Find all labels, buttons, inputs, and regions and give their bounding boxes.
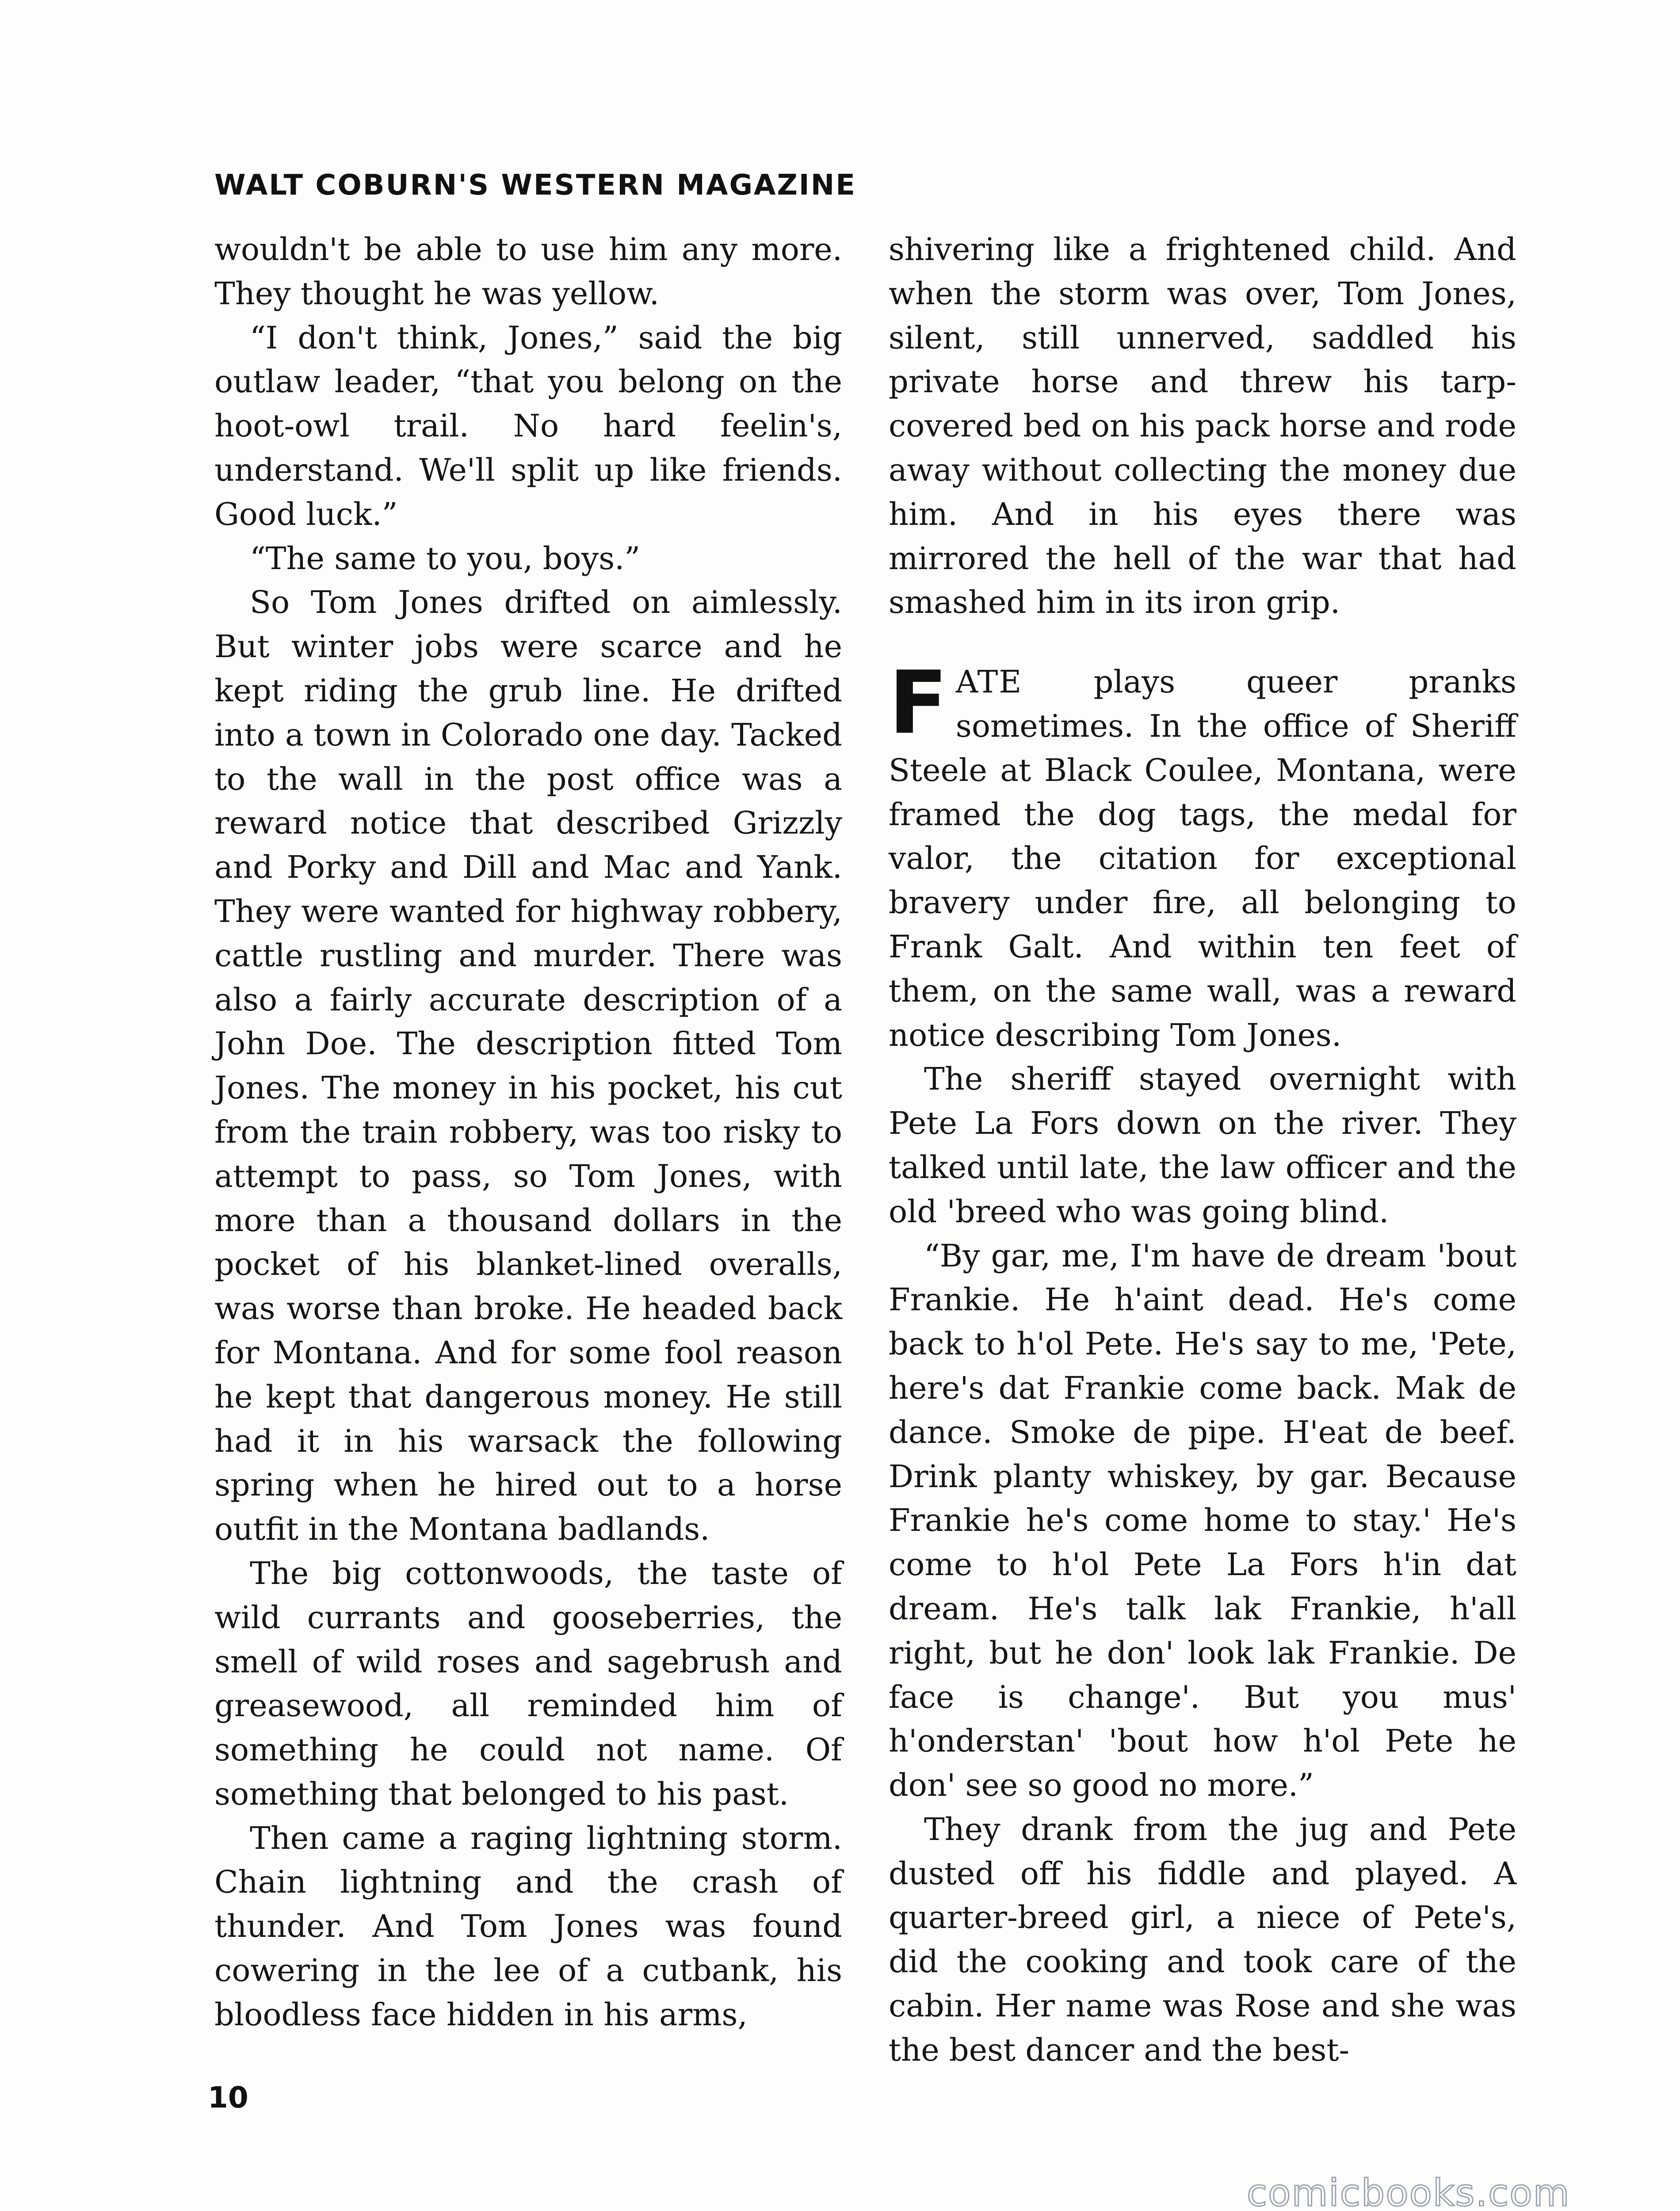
- paragraph: “By gar, me, I'm have de dream 'bout Frankie. He h'aint dead. He's come back to h'ol Pete. He's say to me, 'Pete, here's dat Frankie come back. Mak de dance. Smoke de pipe. H'eat de beef. Drink planty whiskey, by gar. Because Frankie he's come home to stay.' He's come to h'ol Pete La Fors h'in dat dream. He's talk lak Frankie, h'all right, but he don' look lak Frankie. De face is change'. But you mus' h'onderstan' 'bout how h'ol Pete he don' see so good no more.”: [889, 1237, 1516, 1804]
- drop-cap: F: [889, 653, 948, 754]
- paragraph: They drank from the jug and Pete dusted off his fiddle and played. A quarter-breed girl, a niece of Pete's, did the cooking and took care of the cabin. Her name was Rose and she was the best dancer and the best-: [889, 1811, 1516, 2068]
- paragraph-text: plays queer pranks sometimes. In the office of Sheriff Steele at Black Coulee, Montana, were framed the dog tags, the medal for valor, the citation for exceptional bravery under fire, all belonging to Frank Galt. And within ten feet of them, on the same wall, was a reward notice describing Tom Jones.: [889, 664, 1516, 1053]
- paragraph: The big cottonwoods, the taste of wild currants and gooseberries, the smell of wild roses and sagebrush and greasewood, all reminded him of something he could not name. Of something that belonged to his past.: [214, 1555, 842, 1812]
- paragraph: The sheriff stayed overnight with Pete La Fors down on the river. They talked until late, the law officer and the old 'breed who was going blind.: [889, 1061, 1516, 1230]
- page-number: 10: [208, 2081, 248, 2115]
- paragraph: “I don't think, Jones,” said the big outlaw leader, “that you belong on the hoot-owl trail. No hard feelin's, understand. We'll split up like friends. Good luck.”: [214, 319, 842, 532]
- watermark: comicbooks.com: [1247, 2171, 1570, 2211]
- paragraph: shivering like a frightened child. And when the storm was over, Tom Jones, silent, still unnerved, saddled his private horse and threw his tarp-covered bed on his pack horse and rode away without collecting the money due him. And in his eyes there was mirrored the hell of the war that had smashed him in its iron grip.: [889, 231, 1516, 621]
- left-column: [214, 228, 842, 2037]
- paragraph: “The same to you, boys.”: [250, 540, 641, 577]
- small-caps-lead: ATE: [955, 664, 1023, 700]
- running-head: WALT COBURN'S WESTERN MAGAZINE: [214, 169, 856, 202]
- paragraph: Then came a raging lightning storm. Chain lightning and the crash of thunder. And Tom Jones was found cowering in the lee of a cutbank, his bloodless face hidden in his arms,: [214, 1820, 842, 2033]
- right-column: [889, 228, 1516, 2073]
- paragraph: So Tom Jones drifted on aimlessly. But winter jobs were scarce and he kept riding the grub line. He drifted into a town in Colorado one day. Tacked to the wall in the post office was a reward notice that described Grizzly and Porky and Dill and Mac and Yank. They were wanted for highway robbery, cattle rustling and murder. There was also a fairly accurate description of a John Doe. The description fitted Tom Jones. The money in his pocket, his cut from the train robbery, was too risky to attempt to pass, so Tom Jones, with more than a thousand dollars in the pocket of his blanket-lined overalls, was worse than broke. He headed back for Montana. And for some fool reason he kept that dangerous money. He still had it in his warsack the following spring when he hired out to a horse outfit in the Montana badlands.: [214, 584, 842, 1548]
- paragraph: wouldn't be able to use him any more. They thought he was yellow.: [214, 231, 842, 312]
- section-break: [889, 653, 1516, 1057]
- section-opening-paragraph: [889, 653, 1516, 1057]
